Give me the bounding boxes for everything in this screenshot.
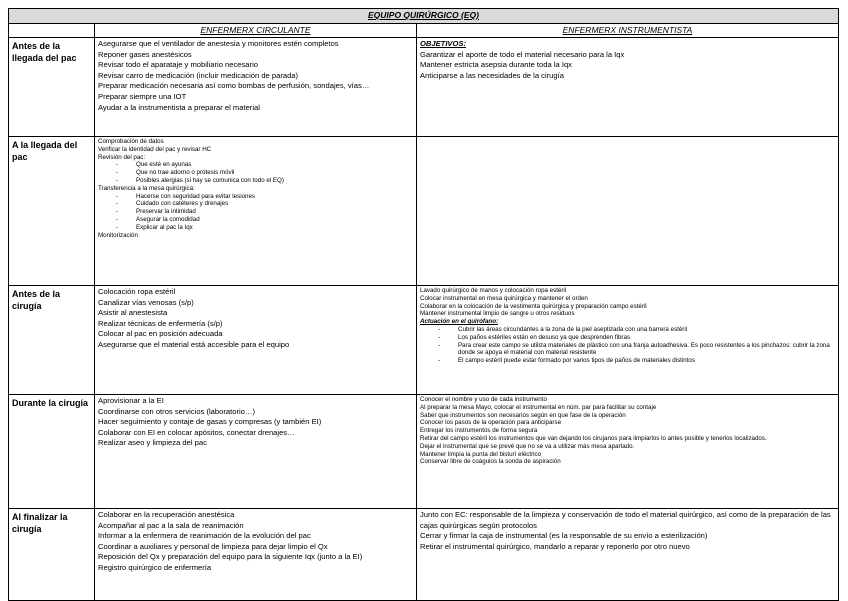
circulante-cell [95,286,417,395]
list-item: Junto con EC: responsable de la limpieza y conservación de todo el material quirúrgico, así como de la preparación de las cajas quirúrgicas según protocolos [420,510,831,530]
list-item: Revisión del pac: [98,153,146,161]
list-item: Canalizar vías venosas (s/p) [98,297,194,307]
list-item: Colaborar con EI en colocar apósitos, conectar drenajes… [98,427,295,437]
list-item: Retirar del campo estéril los instrumentos que van dejando los cirujanos para limpiarlos lo antes posible y tenerlos localizados. [420,434,767,442]
list-item: Mantener limpia la punta del bisturí eléctrico [420,450,542,458]
table-row [9,286,839,395]
sub-list-item: - Los paños estériles están en desuso ya que desprenden fibras [420,334,835,342]
list-item: Mantener instrumental limpio de sangre u otros residuos [420,310,575,318]
sub-list-item: - Explicar al pac la Iqx [98,224,413,232]
list-item: Hacer seguimiento y contaje de gasas y compresas (y también EI) [98,417,322,427]
list-item: Verificar la identidad del pac y revisar HC [98,145,212,153]
title-row [9,9,839,24]
list-item: Preparar siempre una IOT [98,91,187,101]
sub-list-item: - Que no trae adorno o prótesis móvil [98,169,413,177]
list-item: Realizar aseo y limpieza del pac [98,438,207,448]
header-phase [9,24,95,38]
sub-list-item: - El campo estéril puede estar formado por varios tipos de paños de materiales distintos [420,357,835,365]
table-row [9,395,839,509]
list-item: Monitorización [98,231,138,239]
list-item: Revisar todo el aparataje y mobiliario necesario [98,60,258,70]
list-item: Colocar al pac en posición adecuada [98,329,223,339]
circulante-cell [95,395,417,509]
circulante-cell [95,509,417,601]
circulante-cell [95,137,417,286]
list-item: Asistir al anestesista [98,308,168,318]
table-row [9,38,839,137]
sub-list-item: - Cuidado con catéteres y drenajes [98,200,413,208]
list-item: Aprovisionar a la EI [98,396,164,405]
list-item: Coordinarse con otros servicios (laboratorio…) [98,406,255,416]
list-item: Conservar libre de coágulos la sonda de aspiración [420,458,561,466]
instrumentista-cell [417,509,839,601]
list-item: Asegurarse que el ventilador de anestesia y monitores estén completos [98,39,339,48]
list-item: Colaborar en la colocación de la vestimenta quirúrgica y preparación campo estéril [420,302,647,310]
sub-list-item: - Hacerse con seguridad para evitar lesiones [98,193,413,201]
list-item: Comprobación de datos [98,138,164,145]
table-title: EQUIPO QUIRÚRGICO (EQ) [9,9,839,24]
list-item: Coordinar a auxiliares y personal de limpieza para dejar limpio el Qx [98,541,328,551]
list-item: Conocer el nombre y uso de cada instrumento [420,396,547,403]
sub-list-item: - Preservar la intimidad [98,208,413,216]
list-item: Informar a la enfermera de reanimación de la evolución del pac [98,531,311,541]
list-item: Transferencia a la mesa quirúrgica: [98,184,195,192]
instrumentista-cell [417,286,839,395]
list-item: Colocación ropa estéril [98,287,176,296]
phase-label: Antes de la cirugía [9,286,95,395]
instrumentista-cell [417,137,839,286]
list-item: Al preparar la mesa Mayo, colocar el instrumental en núm. par para facilitar su contaje [420,403,657,411]
list-item: Mantener estricta asepsia durante toda la Iqx [420,60,572,70]
list-item: Saber que instrumentos son necesarios según en que fase de la operación [420,411,626,419]
surgical-team-table [8,8,839,601]
phase-label: Durante la cirugía [9,395,95,509]
list-item: Entregar los instrumentos de forma segura [420,427,538,435]
list-item: Cerrar y firmar la caja de instrumental (es la responsable de su envío a esterilización) [420,531,708,541]
list-item: Reposición del Qx y preparación del equipo para la siguiente Iqx (junto a la EI) [98,552,363,562]
list-item: Colaborar en la recuperación anestésica [98,510,235,519]
header-instrumentista: ENFERMERX INSTRUMENTISTA [417,24,839,38]
list-item: Acompañar al pac a la sala de reanimación [98,520,244,530]
sub-list-item: - Que esté en ayunas [98,161,413,169]
header-circulante: ENFERMERX CIRCULANTE [95,24,417,38]
table-row [9,137,839,286]
document-page [8,8,838,601]
list-item: Revisar carro de medicación (incluir medicación de parada) [98,70,299,80]
sub-list-item: - Para crear este campo se utiliza materiales de plástico con una franja autoadhesiva. Es poco resistentes a los pinchazos: cubrir la zona donde se apoya el material con material resistente [420,342,835,358]
objectives-heading: OBJETIVOS: [420,39,466,48]
list-item: Reponer gases anestésicos [98,49,192,59]
phase-label: Antes de la llegada del pac [9,38,95,137]
list-item: Asegurarse que el material está accesible para el equipo [98,339,290,349]
sub-list-item: - Posibles alergias (si hay se comunica con todo el EQ) [98,177,413,185]
list-item: Ayudar a la instrumentista a preparar el material [98,102,260,112]
list-item: Preparar medicación necesaria así como bombas de perfusión, sondajes, vías… [98,81,370,91]
header-row [9,24,839,38]
table-row [9,509,839,601]
instrumentista-cell [417,395,839,509]
list-item: Dejar el instrumental que se prevé que no se va a utilizar más mesa apartado. [420,442,635,450]
sub-list-item: - Asegurar la comodidad [98,216,413,224]
list-item: Realizar técnicas de enfermería (s/p) [98,318,223,328]
list-item: Retirar el instrumental quirúrgico, mandarlo a reparar y reponerlo por otro nuevo [420,541,690,551]
actuation-heading: Actuación en el quirófano: [420,318,499,326]
instrumentista-cell [417,38,839,137]
list-item: Colocar instrumental en mesa quirúrgica y mantener el orden [420,294,588,302]
phase-label: A la llegada del pac [9,137,95,286]
sub-list-item: - Cubrir las áreas circundantes a la zona de la piel aseptizada con una barrera estéril [420,326,835,334]
circulante-cell [95,38,417,137]
list-item: Conocer los pasos de la operación para anticiparse [420,419,562,427]
list-item: Registro quirúrgico de enfermería [98,562,212,572]
phase-label: Al finalizar la cirugía [9,509,95,601]
list-item: Lavado quirúrgico de manos y colocación ropa estéril [420,287,567,294]
list-item: Garantizar el aporte de todo el material necesario para la Iqx [420,49,625,59]
list-item: Anticiparse a las necesidades de la cirugía [420,70,564,80]
